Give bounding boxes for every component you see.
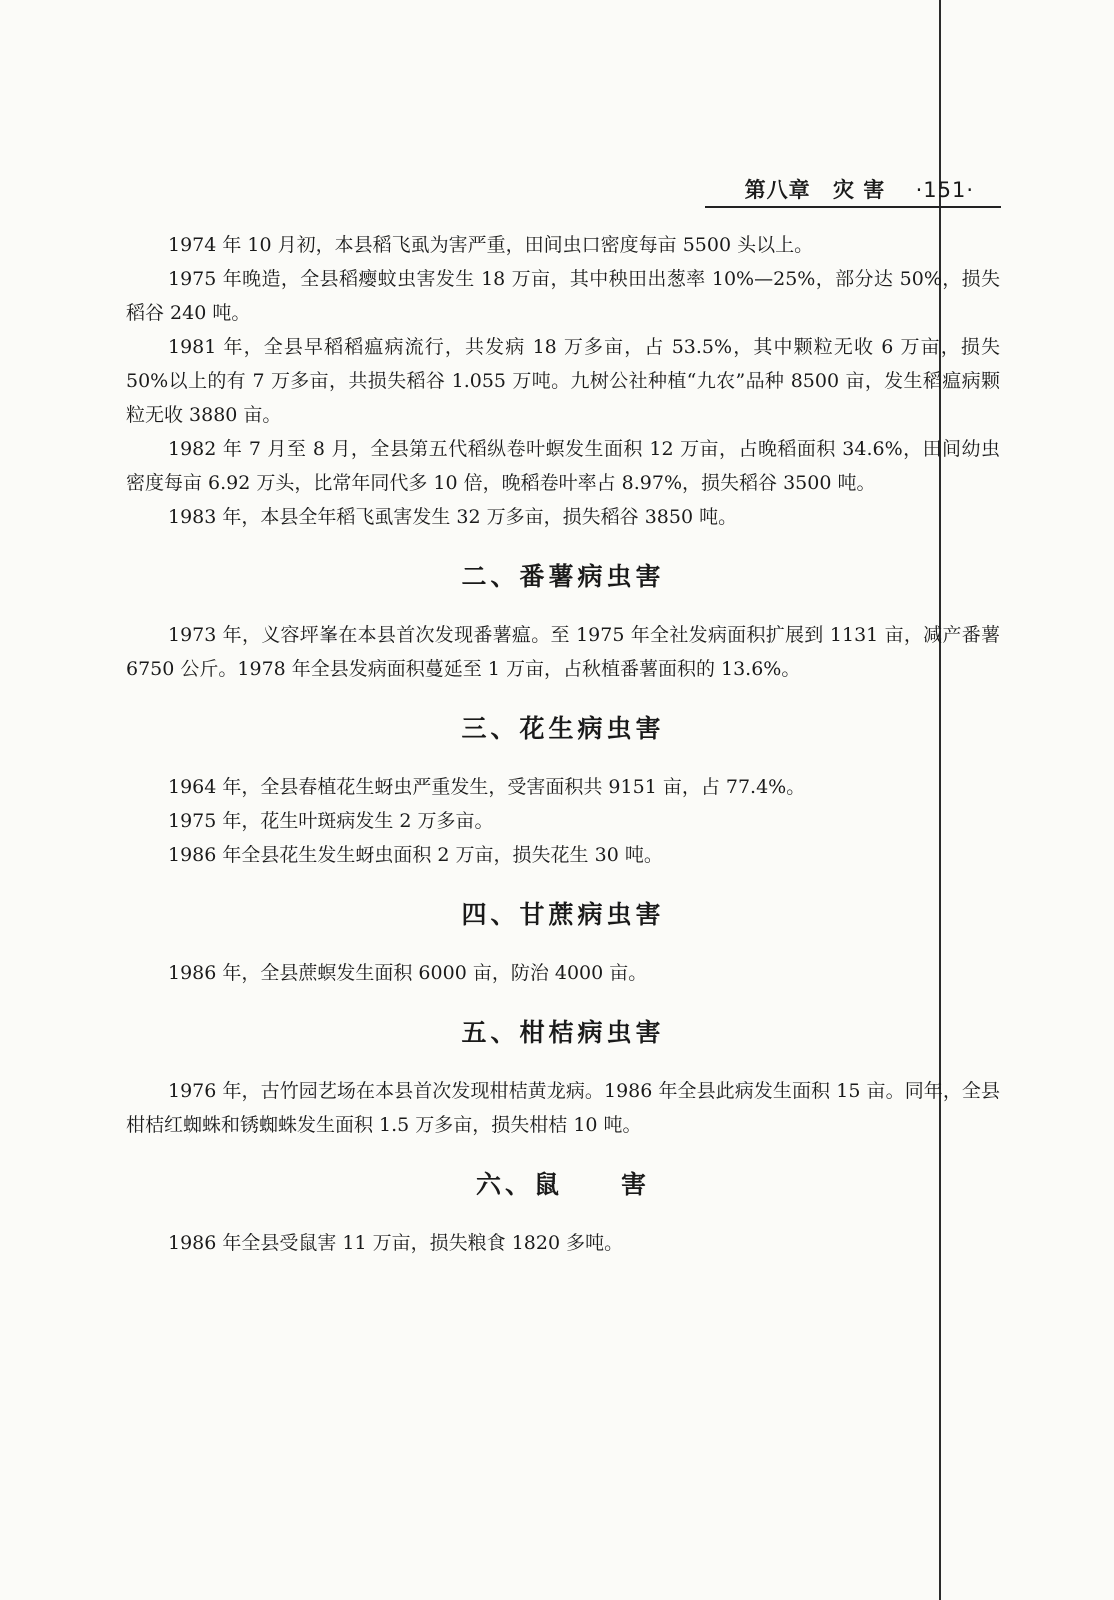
paragraph-rice-1983: 1983 年，本县全年稻飞虱害发生 32 万多亩，损失稻谷 3850 吨。 bbox=[168, 506, 738, 528]
section-title-rodent: 六、鼠 害 bbox=[475, 1170, 650, 1199]
paragraph-rice-1974: 1974 年 10 月初，本县稻飞虱为害严重，田间虫口密度每亩 5500 头以上。 bbox=[168, 234, 814, 256]
chapter-topic: 灾 害 bbox=[832, 178, 886, 202]
paragraph-sugarcane: 1986 年，全县蔗螟发生面积 6000 亩，防治 4000 亩。 bbox=[168, 962, 648, 984]
paragraph-rice-1981: 1981 年，全县早稻稻瘟病流行，共发病 18 万多亩，占 53.5%，其中颗粒无收 6 万亩，损失 50%以上的有 7 万多亩，共损失稻谷 1.055 万吨。九树公社种植“九农”品种 8500 亩，发生稻瘟病颗粒无收 3880 亩。 bbox=[126, 336, 1000, 426]
header-rule bbox=[705, 206, 1001, 208]
paragraph-rodent: 1986 年全县受鼠害 11 万亩，损失粮食 1820 多吨。 bbox=[168, 1232, 624, 1254]
paragraph-peanut-1986: 1986 年全县花生发生蚜虫面积 2 万亩，损失花生 30 吨。 bbox=[168, 844, 663, 866]
paragraph-citrus: 1976 年，古竹园艺场在本县首次发现柑桔黄龙病。1986 年全县此病发生面积 15 亩。同年，全县柑桔红蜘蛛和锈蜘蛛发生面积 1.5 万多亩，损失柑桔 10 吨。 bbox=[126, 1080, 1000, 1136]
paragraph-rice-1982: 1982 年 7 月至 8 月，全县第五代稻纵卷叶螟发生面积 12 万亩，占晚稻面积 34.6%，田间幼虫密度每亩 6.92 万头，比常年同代多 10 倍，晚稻卷叶率占 8.97%，损失稻谷 3500 吨。 bbox=[126, 438, 1000, 494]
paragraph-sweet-potato: 1973 年，义容坪峯在本县首次发现番薯瘟。至 1975 年全社发病面积扩展到 1131 亩，减产番薯 6750 公斤。1978 年全县发病面积蔓延至 1 万亩，占秋植番薯面积的 13.6%。 bbox=[126, 624, 1000, 680]
page-number: ·151· bbox=[915, 178, 974, 202]
running-header bbox=[745, 174, 974, 204]
paragraph-rice-1975: 1975 年晚造，全县稻瘿蚊虫害发生 18 万亩，其中秧田出葱率 10%—25%，部分达 50%，损失稻谷 240 吨。 bbox=[126, 268, 1000, 324]
paragraph-peanut-1964: 1964 年，全县春植花生蚜虫严重发生，受害面积共 9151 亩，占 77.4%。 bbox=[168, 776, 806, 798]
section-title-peanut: 三、花生病虫害 bbox=[461, 714, 665, 743]
section-title-sweet-potato: 二、番薯病虫害 bbox=[461, 562, 665, 591]
page-body bbox=[126, 228, 1000, 1260]
paragraph-peanut-1975: 1975 年，花生叶斑病发生 2 万多亩。 bbox=[168, 810, 494, 832]
section-title-sugarcane: 四、甘蔗病虫害 bbox=[461, 900, 665, 929]
chapter-label: 第八章 bbox=[744, 178, 811, 202]
section-title-citrus: 五、柑桔病虫害 bbox=[461, 1018, 665, 1047]
